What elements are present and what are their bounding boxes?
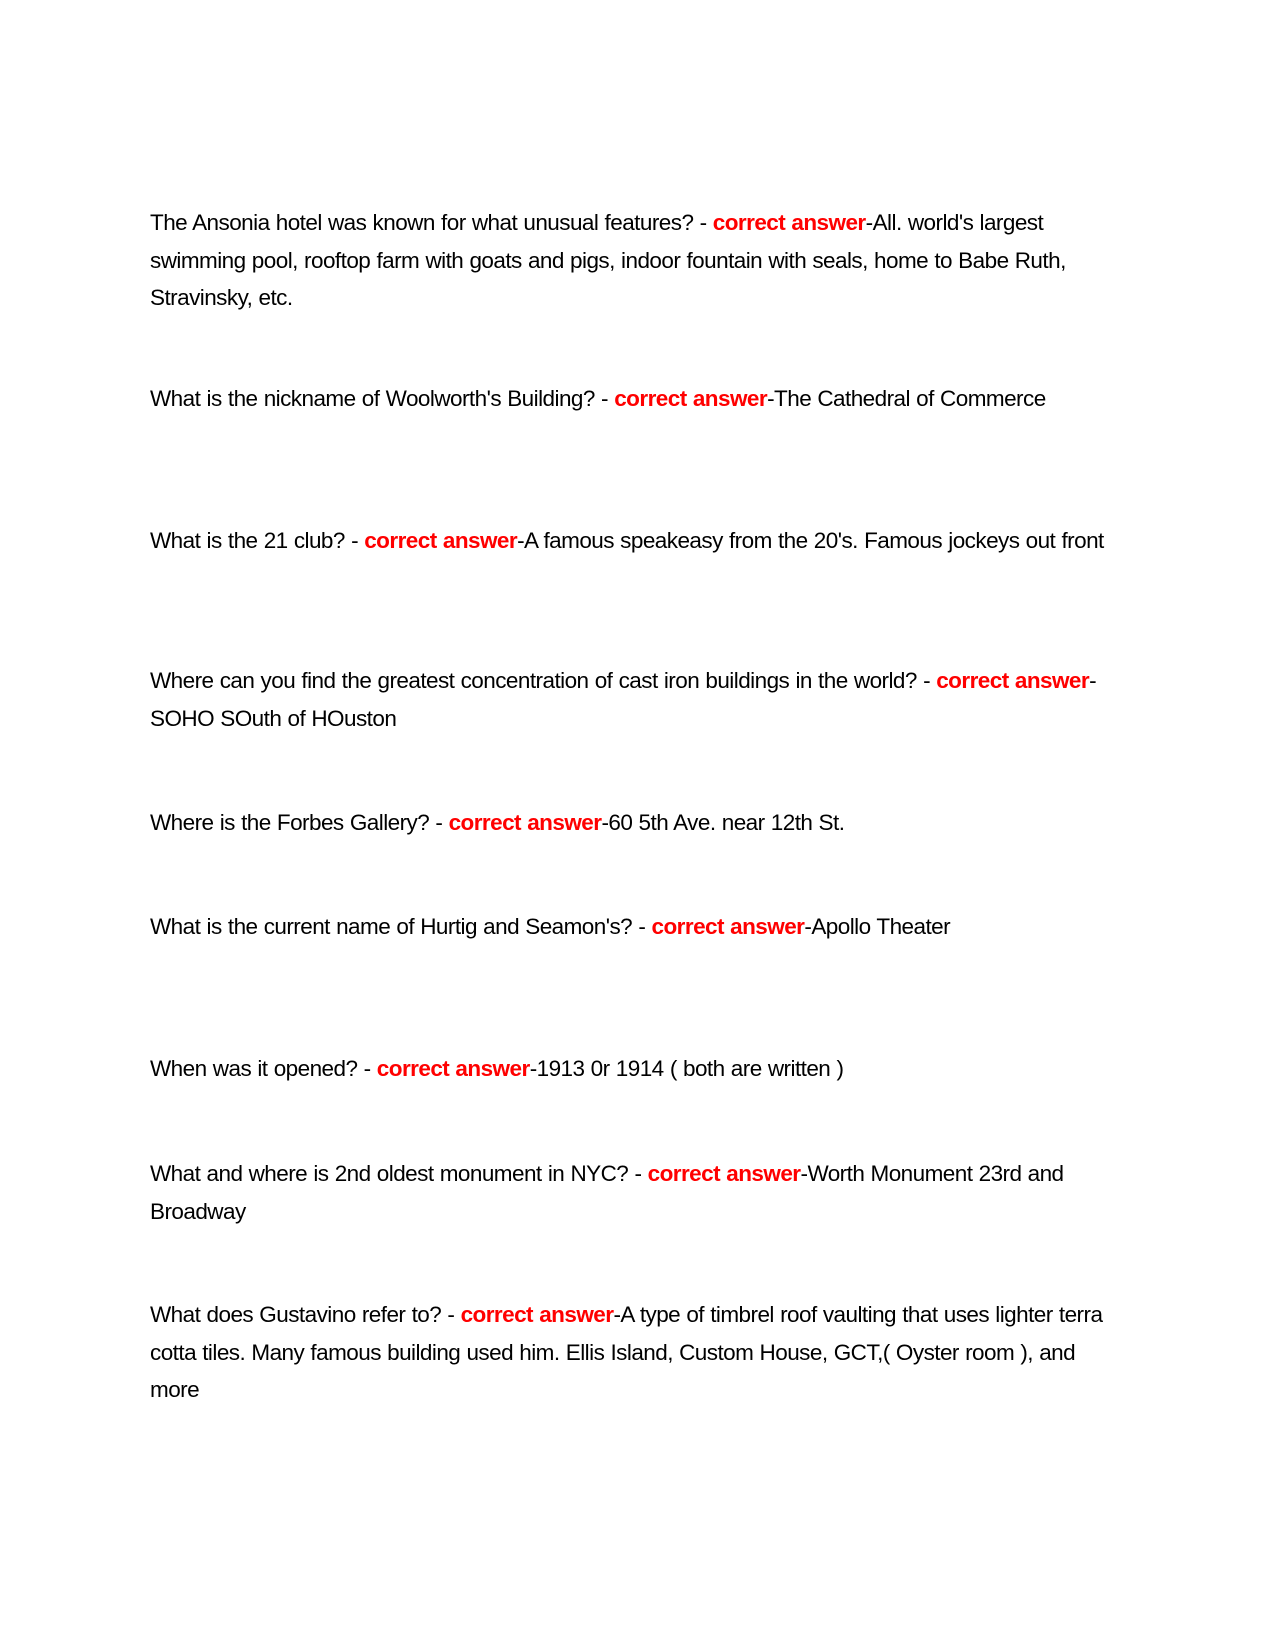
question: What is the nickname of Woolworth's Building? - — [150, 386, 615, 411]
answer: -Apollo Theater — [804, 914, 951, 939]
question: When was it opened? - — [150, 1056, 377, 1081]
answer-label: correct answer — [936, 668, 1090, 693]
question: What is the 21 club? - — [150, 528, 365, 553]
qa-item — [150, 522, 1125, 560]
answer: -All. world's largest swimming pool, rooftop farm with goats and pigs, indoor fountain with seals, home to Babe Ruth, Stravinsky, etc. — [150, 210, 1066, 310]
answer: -1913 0r 1914 ( both are written ) — [529, 1056, 844, 1081]
qa-item — [150, 204, 1125, 317]
qa-item — [150, 1155, 1125, 1230]
qa-item — [150, 380, 1125, 418]
answer-label: correct answer — [460, 1302, 614, 1327]
answer-label: correct answer — [647, 1161, 801, 1186]
answer-label: correct answer — [614, 386, 768, 411]
question: Where is the Forbes Gallery? - — [150, 810, 449, 835]
question: What and where is 2nd oldest monument in NYC? - — [150, 1161, 648, 1186]
question: Where can you find the greatest concentration of cast iron buildings in the world? - — [150, 668, 937, 693]
question: What is the current name of Hurtig and Seamon's? - — [150, 914, 652, 939]
answer-label: correct answer — [364, 528, 518, 553]
qa-item — [150, 1050, 1125, 1088]
answer: -A famous speakeasy from the 20's. Famous jockeys out front — [517, 528, 1104, 553]
qa-item — [150, 908, 1125, 946]
answer-label: correct answer — [376, 1056, 530, 1081]
qa-item — [150, 804, 1125, 842]
answer: -Worth Monument 23rd and Broadway — [150, 1161, 1064, 1224]
answer: -A type of timbrel roof vaulting that uses lighter terra cotta tiles. Many famous building used him. Ellis Island, Custom House, GCT,( Oyster room ), and more — [150, 1302, 1103, 1402]
qa-item — [150, 1296, 1125, 1409]
question: What does Gustavino refer to? - — [150, 1302, 461, 1327]
answer-label: correct answer — [651, 914, 805, 939]
answer: -60 5th Ave. near 12th St. — [601, 810, 845, 835]
qa-item — [150, 662, 1125, 737]
answer-label: correct answer — [712, 210, 866, 235]
answer: -The Cathedral of Commerce — [767, 386, 1046, 411]
question: The Ansonia hotel was known for what unusual features? - — [150, 210, 713, 235]
answer: -SOHO SOuth of HOuston — [150, 668, 1097, 731]
answer-label: correct answer — [448, 810, 602, 835]
